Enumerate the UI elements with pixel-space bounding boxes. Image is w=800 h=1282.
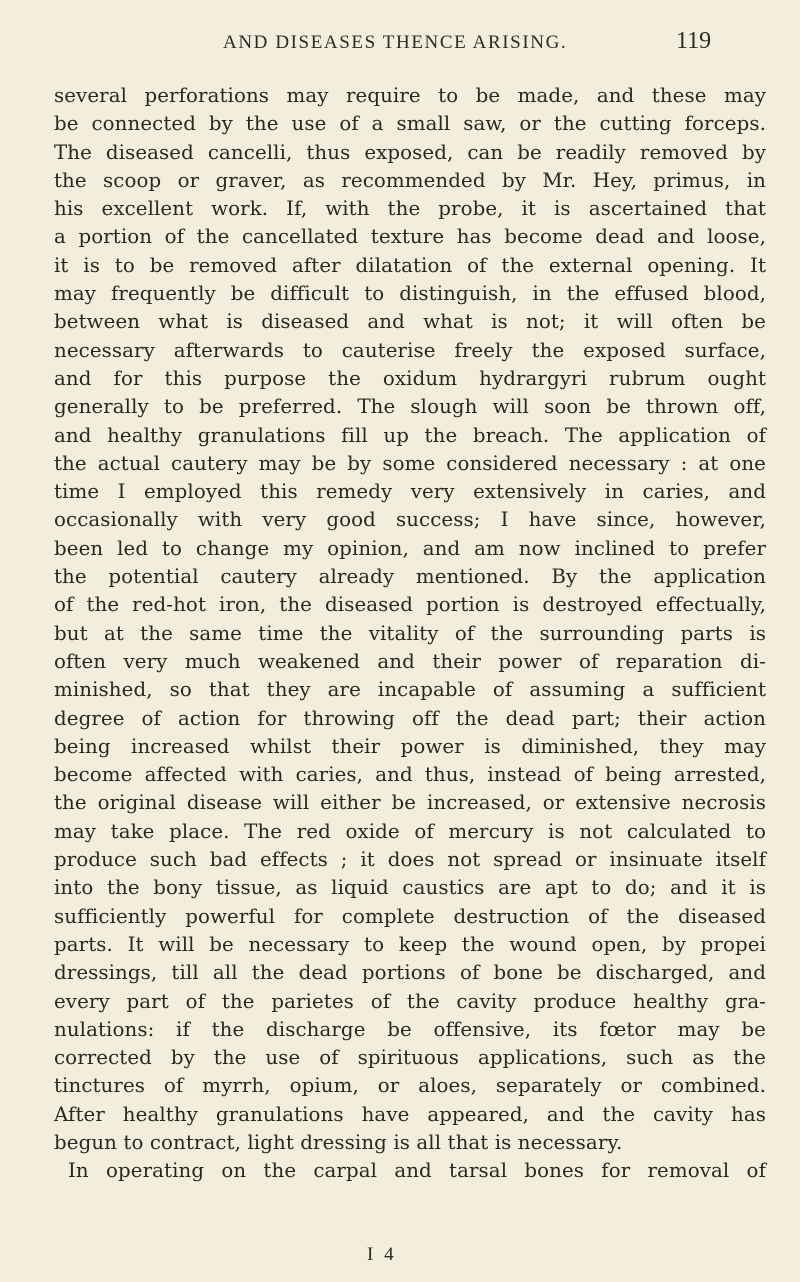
body-text — [54, 82, 766, 1186]
signature-mark: I 4 — [367, 1244, 397, 1265]
text-line: sufficiently powerful for complete destruction of the diseased — [54, 904, 766, 928]
text-line: and healthy granulations fill up the breach. The application of — [54, 423, 766, 447]
text-line: After healthy granulations have appeared, and the cavity has — [54, 1102, 766, 1126]
text-line: necessary afterwards to cauterise freely the exposed surface, — [54, 338, 766, 362]
text-line: into the bony tissue, as liquid caustics are apt to do; and it is — [54, 876, 766, 900]
text-line: time I employed this remedy very extensively in caries, and — [54, 480, 766, 504]
text-line: dressings, till all the dead portions of bone be discharged, and — [54, 961, 766, 985]
text-line: several perforations may require to be made, and these may — [54, 84, 766, 107]
text-line: occasionally with very good success; I have since, however, — [54, 508, 766, 532]
text-line: produce such bad effects ; it does not spread or insinuate itself — [54, 848, 766, 872]
text-line: nulations: if the discharge be offensive, its fœtor may be — [54, 1017, 766, 1041]
text-line: a portion of the cancellated texture has become dead and loose, — [54, 225, 766, 249]
text-line: between what is diseased and what is not; it will often be — [54, 310, 766, 334]
running-title: AND DISEASES THENCE ARISING. — [223, 32, 568, 53]
text-line: of the red-hot iron, the diseased portion is destroyed effectually, — [54, 593, 766, 617]
text-line: the scoop or graver, as recommended by Mr. Hey, primus, in — [54, 168, 766, 192]
running-head — [0, 30, 800, 60]
text-line: the potential cautery already mentioned. By the application — [54, 565, 766, 589]
text-line: every part of the parietes of the cavity produce healthy gra- — [54, 989, 766, 1013]
text-line: and for this purpose the oxidum hydrargyri rubrum ought — [54, 366, 766, 390]
text-line: it is to be removed after dilatation of the external opening. It — [54, 253, 766, 277]
paragraph-start-line: In operating on the carpal and tarsal bones for removal of — [68, 1159, 766, 1183]
text-line: the original disease will either be increased, or extensive necrosis — [54, 791, 766, 815]
text-line: tinctures of myrrh, opium, or aloes, separately or combined. — [54, 1074, 766, 1098]
text-line: the actual cautery may be by some considered necessary : at one — [54, 451, 766, 475]
text-line: been led to change my opinion, and am now inclined to prefer — [54, 536, 766, 560]
text-line: often very much weakened and their power of reparation di- — [54, 649, 766, 673]
text-line: may take place. The red oxide of mercury is not calculated to — [54, 819, 766, 843]
text-line: his excellent work. If, with the probe, it is ascertained that — [54, 197, 766, 221]
text-line: but at the same time the vitality of the surrounding parts is — [54, 621, 766, 645]
paragraph-end-line: begun to contract, light dressing is all that is necessary. — [54, 1130, 623, 1154]
text-line: minished, so that they are incapable of assuming a sufficient — [54, 678, 766, 702]
page-number: 119 — [676, 28, 712, 54]
text-line: may frequently be difficult to distinguish, in the effused blood, — [54, 282, 766, 306]
text-line: The diseased cancelli, thus exposed, can be readily removed by — [54, 140, 766, 164]
text-line: parts. It will be necessary to keep the wound open, by propei — [54, 932, 766, 956]
text-line: being increased whilst their power is diminished, they may — [54, 734, 766, 758]
text-line: corrected by the use of spirituous applications, such as the — [54, 1046, 766, 1070]
text-line: degree of action for throwing off the dead part; their action — [54, 706, 766, 730]
text-line: become affected with caries, and thus, instead of being arrested, — [54, 763, 766, 787]
text-line: generally to be preferred. The slough will soon be thrown off, — [54, 395, 766, 419]
text-line: be connected by the use of a small saw, or the cutting forceps. — [54, 112, 766, 136]
